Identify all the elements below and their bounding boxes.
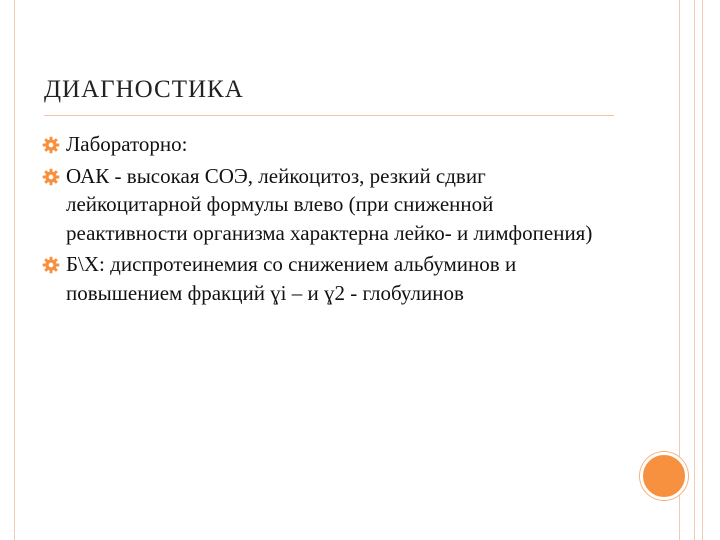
bullet-text: ОАК - высокая СОЭ, лейкоцитоз, резкий сдвиг лейкоцитарной формулы влево (при сниженной реактивности организма характерна лейко- и лимфопения) <box>66 163 593 245</box>
list-item <box>40 162 620 248</box>
title-divider <box>44 115 614 116</box>
frame-line <box>694 0 695 540</box>
bullet-text: Б\Х: диспротеинемия со снижением альбуминов и повышением фракций ɣі – и ɣ2 - глобулинов <box>66 252 517 305</box>
gear-icon <box>42 256 60 274</box>
list-item <box>40 130 620 159</box>
frame-line <box>702 0 703 540</box>
circle-icon <box>640 452 688 500</box>
gear-icon <box>42 136 60 154</box>
bullet-text: Лабораторно: <box>66 132 188 156</box>
gear-icon <box>42 168 60 186</box>
page-title: ДИАГНОСТИКА <box>44 76 244 103</box>
list-item <box>40 250 620 307</box>
bullet-list <box>40 130 620 310</box>
